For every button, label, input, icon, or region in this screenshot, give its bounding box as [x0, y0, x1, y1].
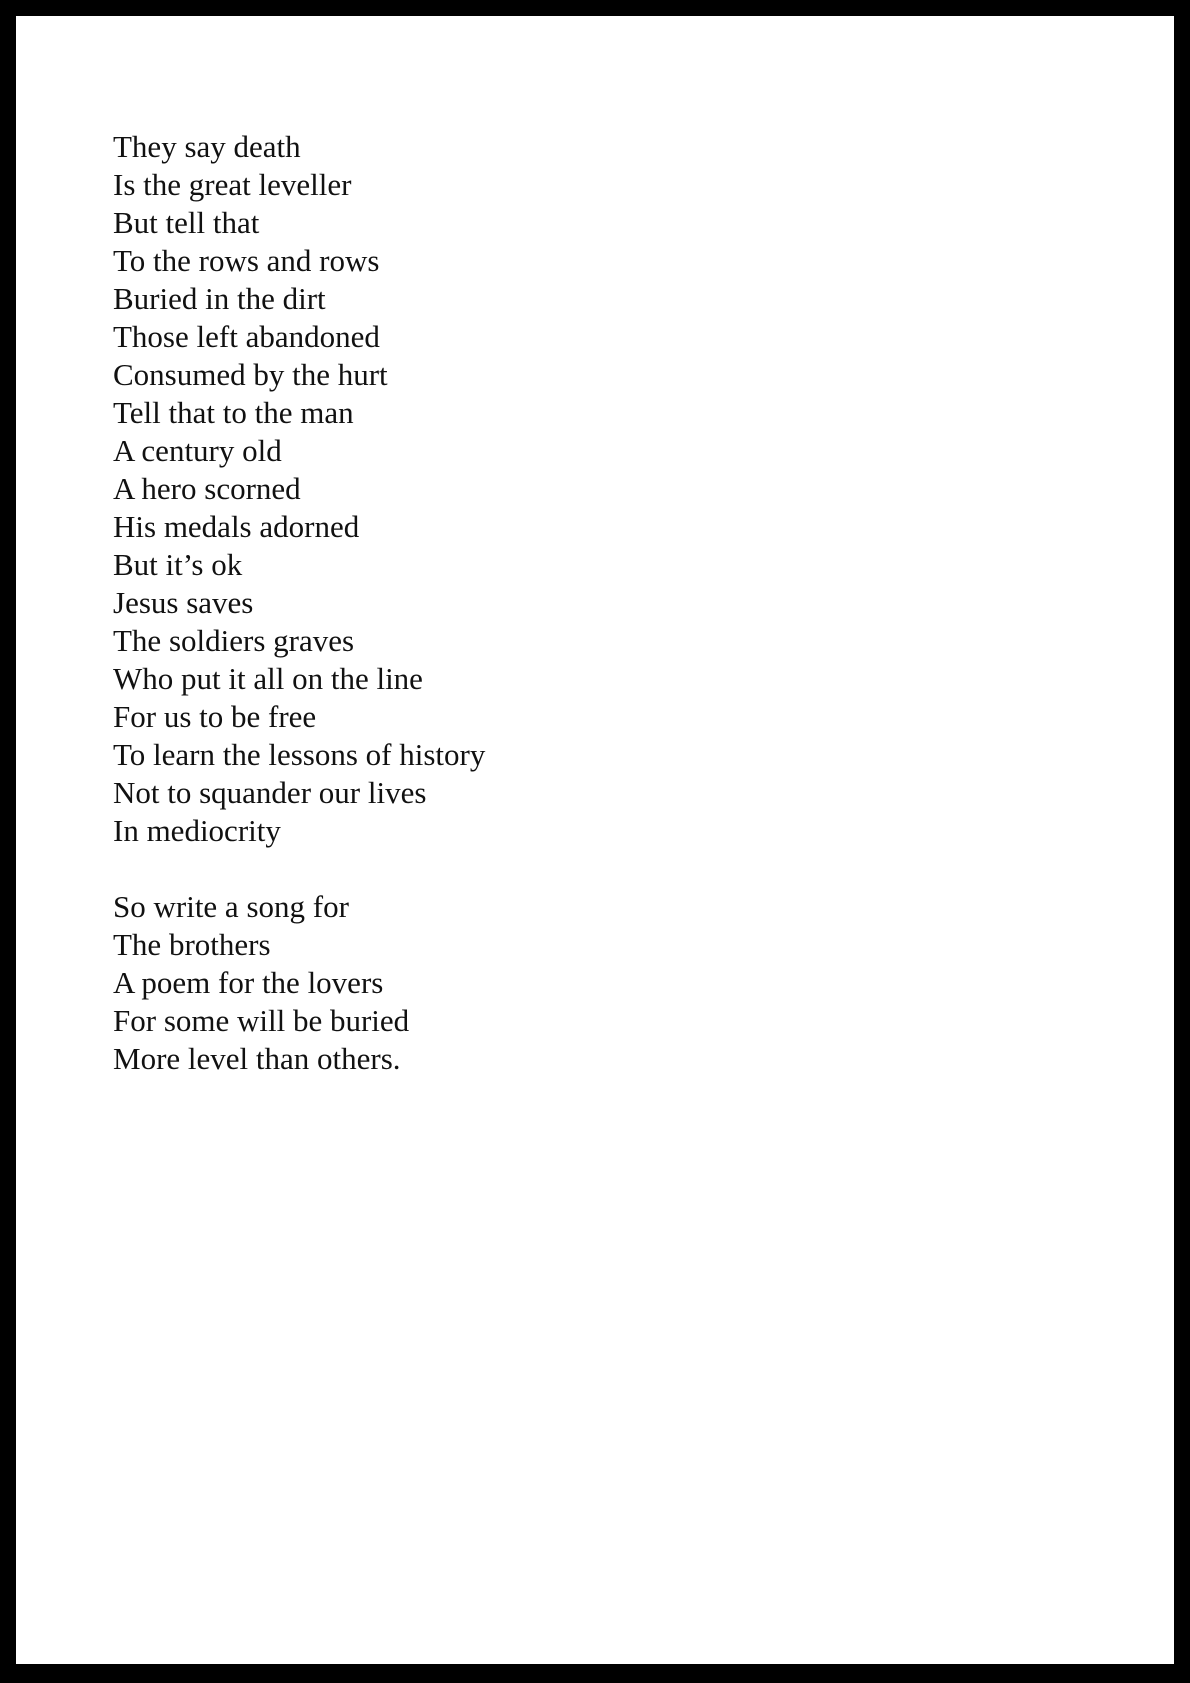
poem-line: In mediocrity	[113, 813, 281, 848]
poem-line: For some will be buried	[113, 1003, 410, 1038]
poem-line: His medals adorned	[113, 509, 360, 544]
poem-line: Consumed by the hurt	[113, 357, 388, 392]
poem-line: But tell that	[113, 205, 260, 240]
poem-line: A century old	[113, 433, 282, 468]
poem-line: They say death	[113, 129, 301, 164]
stanza-1	[113, 128, 1013, 850]
poem-line: Jesus saves	[113, 585, 254, 620]
poem-line: Buried in the dirt	[113, 281, 326, 316]
poem-line: But it’s ok	[113, 547, 243, 582]
document-page	[16, 16, 1174, 1664]
stanza-2	[113, 888, 1013, 1078]
poem-line: Is the great leveller	[113, 167, 352, 202]
poem-body	[113, 128, 1013, 1078]
poem-line: More level than others.	[113, 1041, 401, 1076]
poem-line: So write a song for	[113, 889, 349, 924]
poem-line: A poem for the lovers	[113, 965, 384, 1000]
poem-line: The soldiers graves	[113, 623, 355, 658]
poem-line: Who put it all on the line	[113, 661, 423, 696]
poem-line: Not to squander our lives	[113, 775, 427, 810]
poem-line: Those left abandoned	[113, 319, 380, 354]
poem-line: To learn the lessons of history	[113, 737, 486, 772]
poem-line: For us to be free	[113, 699, 317, 734]
poem-line: To the rows and rows	[113, 243, 380, 278]
poem-line: A hero scorned	[113, 471, 301, 506]
poem-line: Tell that to the man	[113, 395, 354, 430]
poem-line: The brothers	[113, 927, 271, 962]
